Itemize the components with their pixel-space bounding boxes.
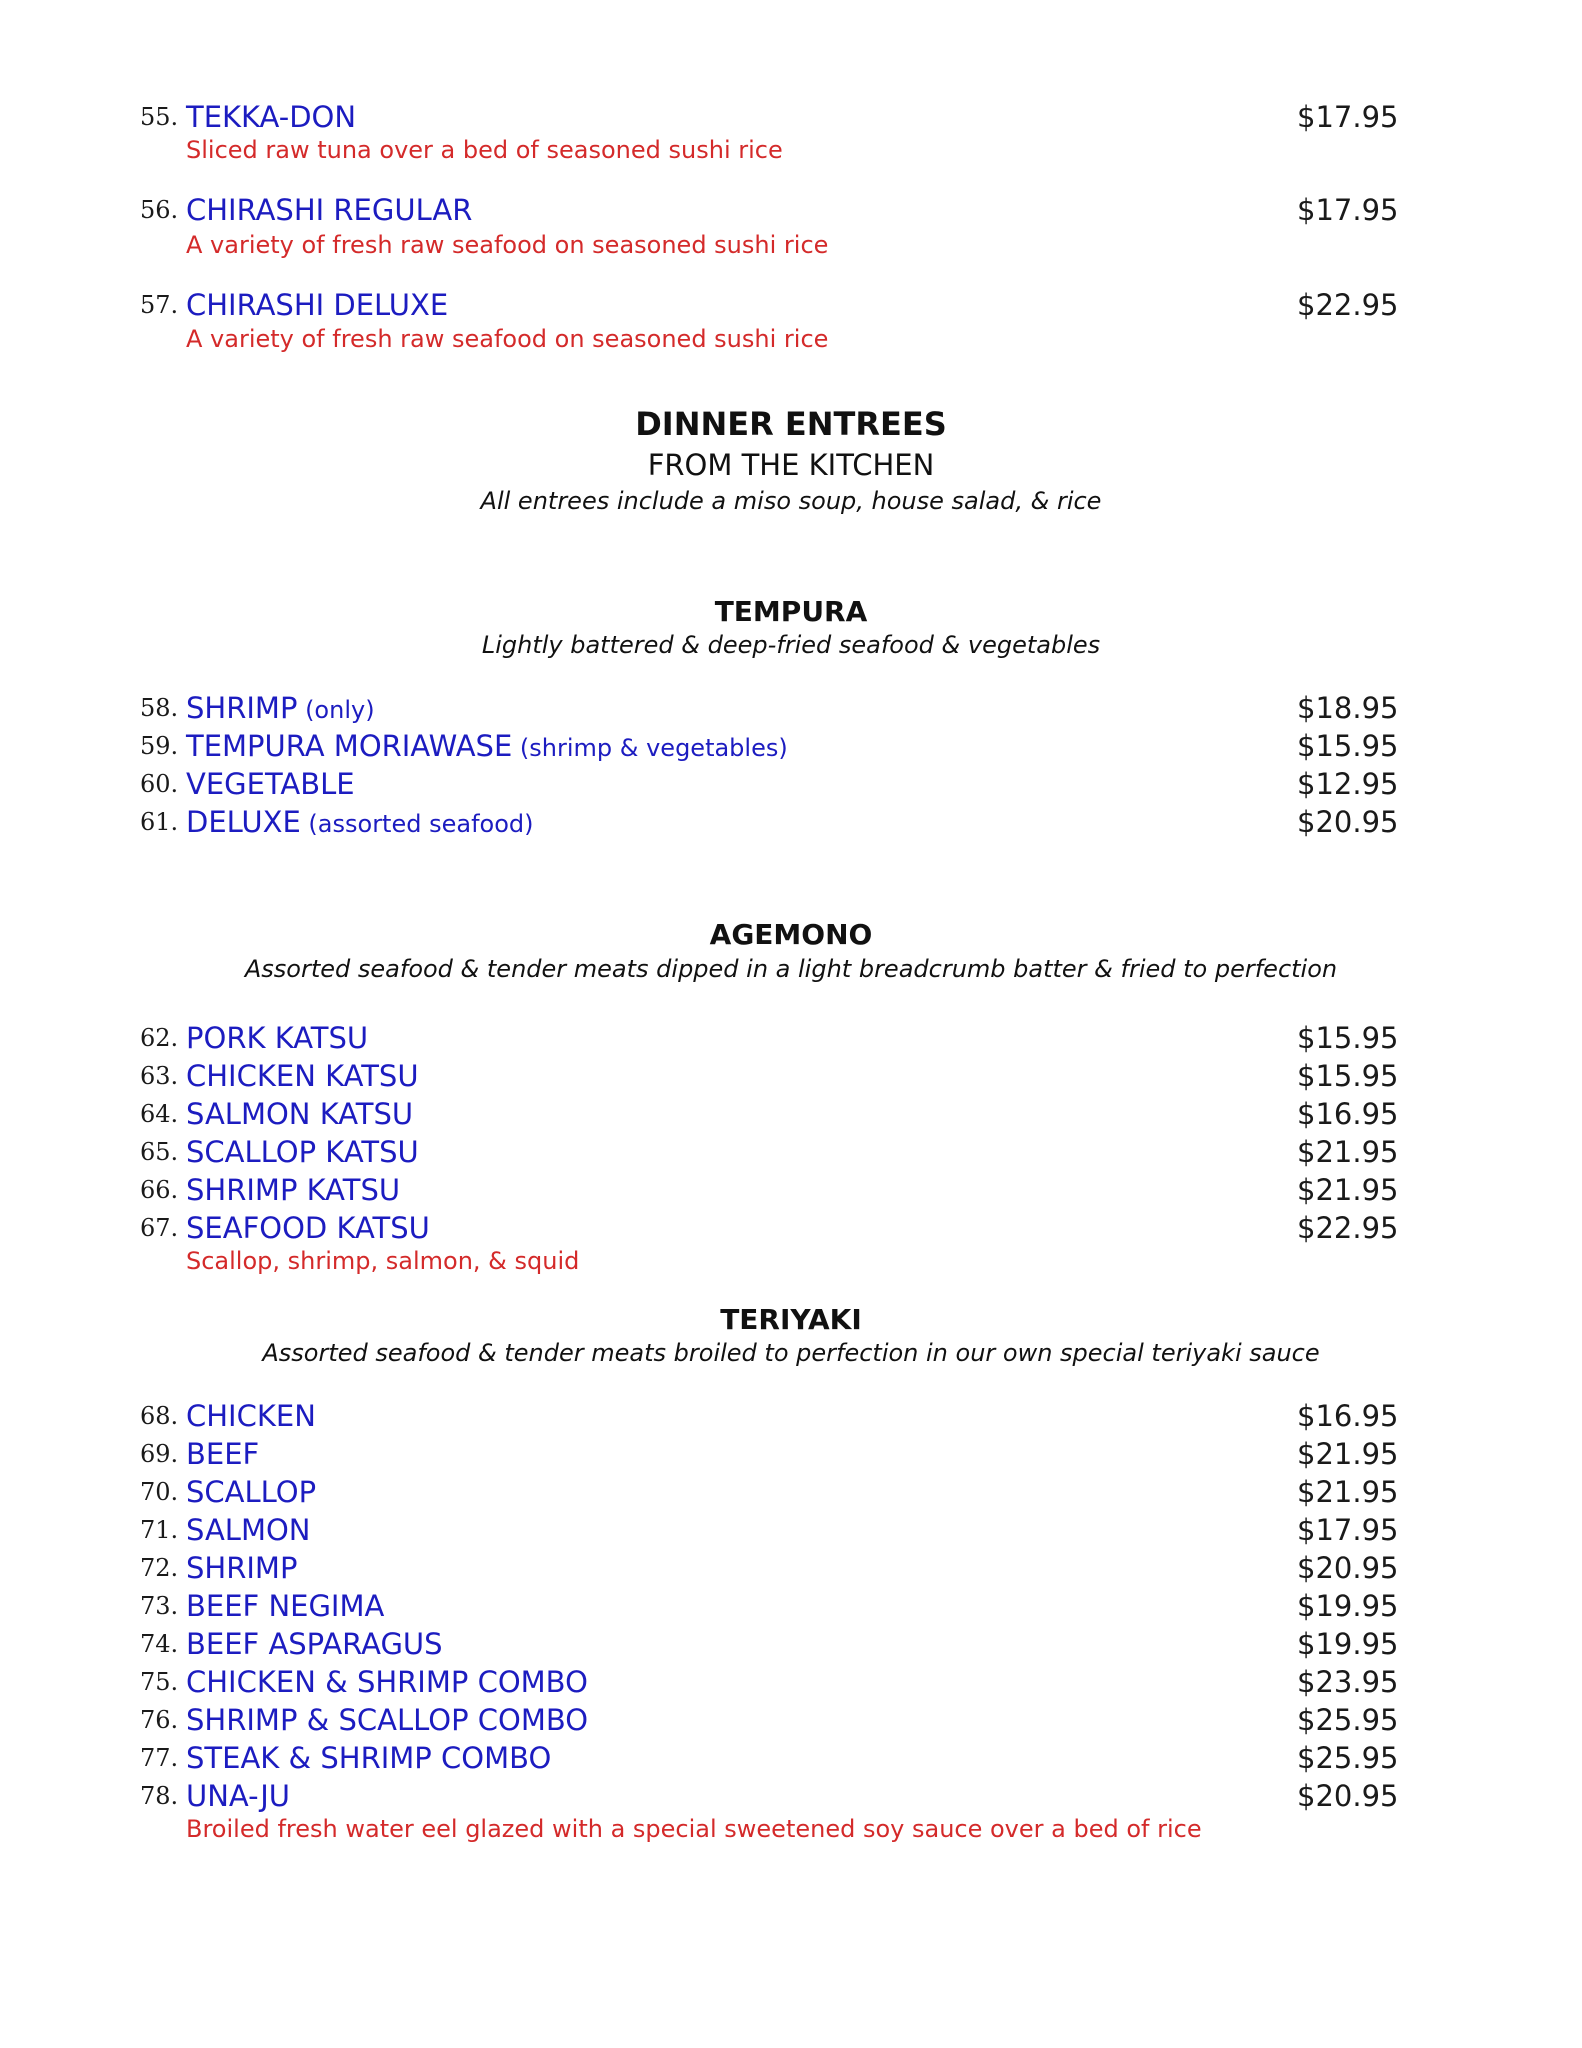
item-name: BEEF NEGIMA <box>186 1589 385 1623</box>
item-price: $19.95 <box>1297 1627 1399 1661</box>
item-price: $15.95 <box>1297 729 1399 763</box>
item-name <box>186 765 355 803</box>
item-number: 67. <box>140 1214 179 1242</box>
item-price: $20.95 <box>1297 1551 1399 1585</box>
item-price: $25.95 <box>1297 1741 1399 1775</box>
item-name: SCALLOP <box>186 1475 317 1509</box>
item-number: 60. <box>140 770 179 798</box>
item-price: $21.95 <box>1297 1173 1399 1207</box>
item-name: SALMON KATSU <box>186 1097 414 1131</box>
item-number: 76. <box>140 1706 179 1734</box>
section-note: Lightly battered & deep-fried seafood & vegetables <box>481 631 1101 659</box>
item-price: $20.95 <box>1297 1779 1399 1813</box>
item-price: $17.95 <box>1297 100 1399 134</box>
item-number: 74. <box>140 1630 179 1658</box>
item-qualifier: (assorted seafood) <box>300 810 534 838</box>
item-number: 61. <box>140 808 179 836</box>
item-number: 68. <box>140 1402 179 1430</box>
item-price: $16.95 <box>1297 1399 1399 1433</box>
item-name: CHICKEN KATSU <box>186 1059 419 1093</box>
section-title-teriyaki: TERIYAKI <box>720 1303 862 1336</box>
section-title-agemono: AGEMONO <box>709 918 873 951</box>
item-name: UNA-JU <box>186 1779 290 1813</box>
item-price: $17.95 <box>1297 193 1399 227</box>
item-name-text: VEGETABLE <box>186 767 355 801</box>
section-note: All entrees include a miso soup, house salad, & rice <box>480 487 1102 515</box>
section-note: Assorted seafood & tender meats broiled to perfection in our own special teriyaki sauce <box>262 1339 1320 1367</box>
item-price: $12.95 <box>1297 767 1399 801</box>
item-name-text: DELUXE <box>186 805 301 839</box>
item-number: 55. <box>140 103 179 131</box>
item-price: $21.95 <box>1297 1437 1399 1471</box>
item-number: 71. <box>140 1516 179 1544</box>
item-number: 69. <box>140 1440 179 1468</box>
item-number: 70. <box>140 1478 179 1506</box>
item-price: $21.95 <box>1297 1475 1399 1509</box>
section-title-dinner-entrees: DINNER ENTREES <box>635 405 947 443</box>
item-price: $22.95 <box>1297 1211 1399 1245</box>
item-name: STEAK & SHRIMP COMBO <box>186 1741 552 1775</box>
item-number: 72. <box>140 1554 179 1582</box>
item-number: 64. <box>140 1100 179 1128</box>
item-name <box>186 689 375 727</box>
item-name: PORK KATSU <box>186 1021 369 1055</box>
section-subtitle: FROM THE KITCHEN <box>647 448 935 482</box>
item-price: $17.95 <box>1297 1513 1399 1547</box>
item-number: 63. <box>140 1062 179 1090</box>
item-name: SHRIMP <box>186 1551 298 1585</box>
item-name: TEKKA-DON <box>186 100 357 134</box>
item-name: CHIRASHI REGULAR <box>186 193 473 227</box>
item-description: Sliced raw tuna over a bed of seasoned sushi rice <box>186 136 783 164</box>
item-name: SALMON <box>186 1513 311 1547</box>
item-number: 75. <box>140 1668 179 1696</box>
item-description: A variety of fresh raw seafood on seasoned sushi rice <box>186 325 829 353</box>
item-price: $20.95 <box>1297 805 1399 839</box>
item-name <box>186 727 788 765</box>
item-number: 73. <box>140 1592 179 1620</box>
item-description: Scallop, shrimp, salmon, & squid <box>186 1247 580 1275</box>
item-price: $15.95 <box>1297 1059 1399 1093</box>
item-name: SHRIMP & SCALLOP COMBO <box>186 1703 589 1737</box>
item-price: $21.95 <box>1297 1135 1399 1169</box>
item-price: $18.95 <box>1297 691 1399 725</box>
item-number: 78. <box>140 1782 179 1810</box>
item-price: $23.95 <box>1297 1665 1399 1699</box>
item-description: Broiled fresh water eel glazed with a special sweetened soy sauce over a bed of rice <box>186 1815 1202 1843</box>
item-number: 66. <box>140 1176 179 1204</box>
section-note: Assorted seafood & tender meats dipped in a light breadcrumb batter & fried to perfection <box>244 955 1338 983</box>
item-qualifier: (only) <box>297 696 375 724</box>
item-number: 77. <box>140 1744 179 1772</box>
item-name: BEEF <box>186 1437 260 1471</box>
item-name: SCALLOP KATSU <box>186 1135 419 1169</box>
item-name: BEEF ASPARAGUS <box>186 1627 443 1661</box>
item-qualifier: (shrimp & vegetables) <box>512 734 788 762</box>
item-price: $15.95 <box>1297 1021 1399 1055</box>
item-number: 57. <box>140 291 179 319</box>
item-number: 62. <box>140 1024 179 1052</box>
item-number: 56. <box>140 196 179 224</box>
item-price: $25.95 <box>1297 1703 1399 1737</box>
item-price: $19.95 <box>1297 1589 1399 1623</box>
item-name: CHICKEN <box>186 1399 316 1433</box>
item-name: CHIRASHI DELUXE <box>186 288 449 322</box>
item-price: $16.95 <box>1297 1097 1399 1131</box>
item-price: $22.95 <box>1297 288 1399 322</box>
item-description: A variety of fresh raw seafood on seasoned sushi rice <box>186 231 829 259</box>
item-number: 59. <box>140 732 179 760</box>
item-name-text: SHRIMP <box>186 691 298 725</box>
item-name-text: TEMPURA MORIAWASE <box>186 729 513 763</box>
section-title-tempura: TEMPURA <box>714 595 868 628</box>
item-number: 65. <box>140 1138 179 1166</box>
item-name <box>186 803 533 841</box>
item-name: CHICKEN & SHRIMP COMBO <box>186 1665 588 1699</box>
item-name: SEAFOOD KATSU <box>186 1211 430 1245</box>
item-number: 58. <box>140 694 179 722</box>
item-name: SHRIMP KATSU <box>186 1173 401 1207</box>
